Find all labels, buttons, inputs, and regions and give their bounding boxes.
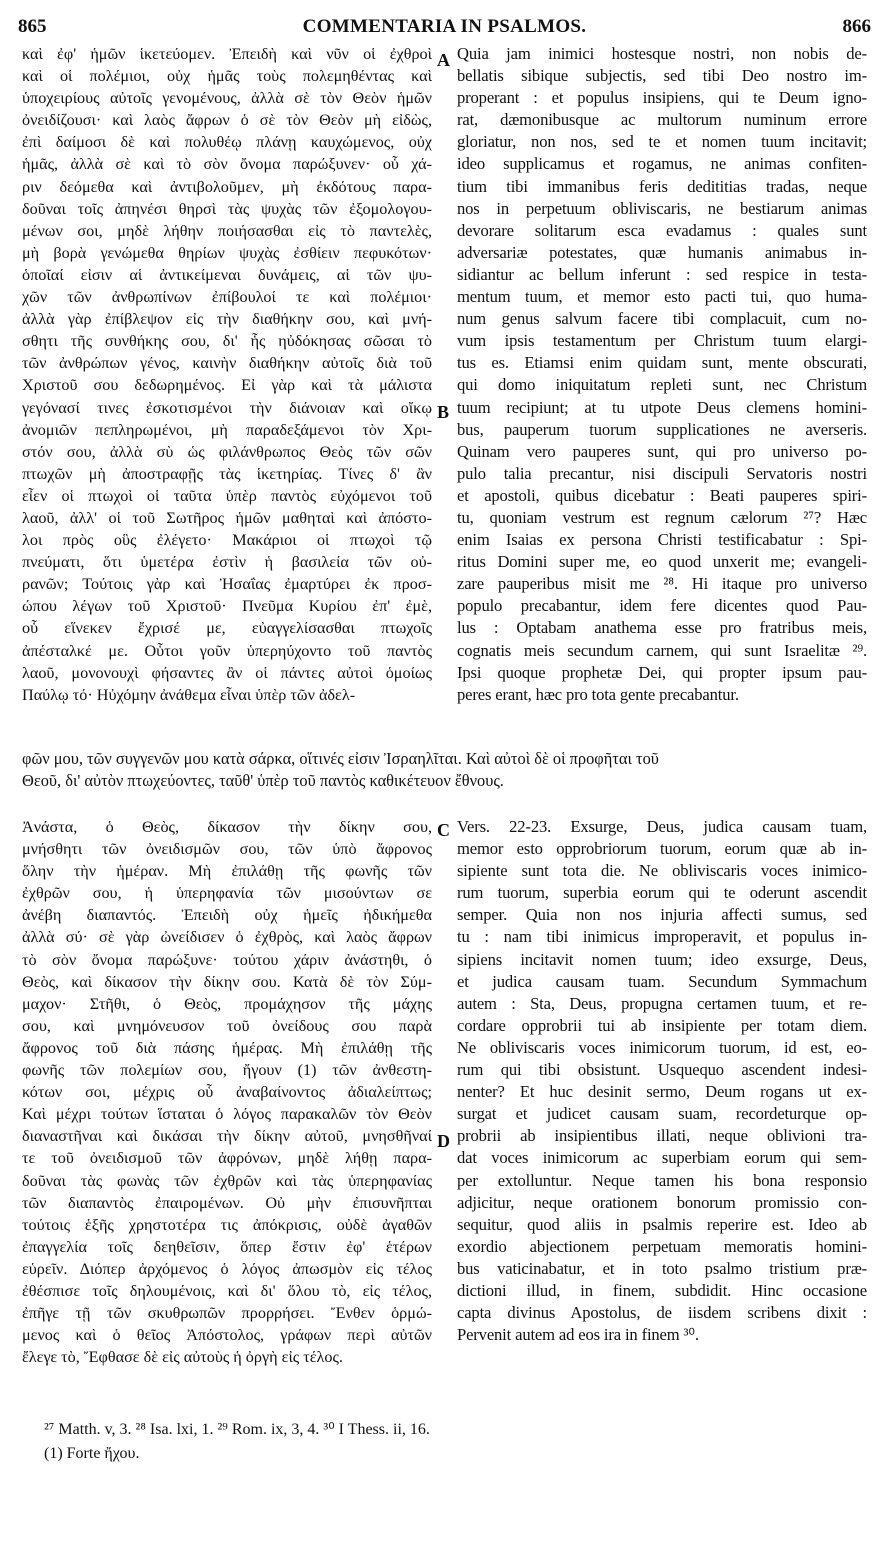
greek-text-line: Ἀνάστα, ὁ Θεὸς, δίκασον τὴν δίκην σου, — [22, 818, 432, 836]
latin-text-line: sequitur, quod aliis in psalmis reperire est. Ideo ab — [457, 1214, 867, 1234]
greek-column-1 — [22, 43, 432, 706]
greek-text-line: διαναστῆναι καὶ δικάσαι τὴν δίκην αὐτοῦ, μνησθῆναί — [22, 1127, 432, 1146]
greek-text-line: τε τοῦ ὀνειδισμοῦ τῶν ἀφρόνων, μηδὲ λήθῃ παρα- — [22, 1149, 432, 1168]
greek-text-line: φῶν μου, τῶν συγγενῶν μου κατὰ σάρκα, οἵτινές εἰσιν Ἰσραηλῖται. Καὶ αὐτοὶ δὲ οἱ προφῆται τοῦ — [22, 749, 659, 768]
greek-text-line: ἔλεγε τὸ, Ἔφθασε δὲ εἰς αὐτοὺς ἡ ὀργὴ εἰς τέλος. — [22, 1348, 343, 1367]
greek-text-line: χῶν τῶν ἀνθρωπίνων ἐπίβουλοί τε καὶ πολέμιοι· — [22, 288, 432, 307]
latin-text-line: sipiens incitavit nomen tuum; ideo exsurge, Deus, — [457, 949, 867, 969]
greek-text-line: ριν δεόμεθα καὶ ἀντιβολοῦμεν, μὴ ἐκδότους παρα- — [22, 177, 432, 196]
greek-text-line: εὑρεῖν. Διόπερ ἀρχόμενος ὁ λόγος ἀπωσμὸν εἰς τέλος — [22, 1259, 432, 1278]
latin-text-line: devorare solitarum esca evadamus : quales sunt — [457, 220, 867, 240]
greek-text-line: σθητι τῆς συνθήκης σου, δι' ἧς ηὐδόκησας σῶσαι τὸ — [22, 332, 432, 351]
greek-text-line: ἡμᾶς, ἀλλὰ σὲ καὶ τὸ σὸν ὄνομα παρώξυνεν· οὗ χά- — [22, 155, 432, 174]
latin-text-line: qui domo iniquitatum repleti sunt, nec Christum — [457, 375, 867, 395]
footnote-line: ²⁷ Matth. v, 3. ²⁸ Isa. lxi, 1. ²⁹ Rom. ix, 3, 4. ³⁰ I Thess. ii, 16. — [44, 1421, 430, 1438]
latin-text-line: tu, quoniam vestrum est regnum cælorum ²⁷? Hæc — [457, 507, 867, 527]
latin-text-line: dictioni illud, in finem, subdidit. Hinc occasione — [457, 1280, 867, 1300]
latin-text-line: ritus Domini super me, eo quod unxerit me; evangeli- — [457, 552, 867, 572]
greek-text-line: οὗ εἵνεκεν ἔχρισέ με, εὐαγγελίσασθαι πτωχοῖς — [22, 619, 432, 638]
greek-text-line: ἄφρονος τοῦ διὰ πάσης ἡμέρας. Μὴ ἐπιλάθῃ τῆς — [22, 1038, 432, 1057]
page-number-left: 865 — [18, 16, 47, 37]
latin-text-line: rum qui tibi obsistunt. Usquequo ascendent indesi- — [457, 1060, 867, 1080]
latin-text-line: Vers. 22-23. Exsurge, Deus, judica causam tuam, — [457, 817, 867, 836]
greek-text-line: λαοῦ, ἀλλ' οἱ τοῦ Σωτῆρος ἡμῶν μαθηταὶ καὶ ἀπόστο- — [22, 508, 432, 527]
latin-text-line: semper. Quia non nos injuria affecti sumus, sed — [457, 905, 867, 925]
latin-column-1 — [457, 43, 867, 706]
latin-text-line: nenter? Et huc desinit sermo, Deum rogans ut ex- — [457, 1082, 867, 1102]
latin-text-line: dat voces inimicorum ac superbiam eorum qui sem- — [457, 1148, 867, 1168]
section-marker-c: C — [437, 820, 450, 840]
latin-text-line: rum tuorum, superbia eorum qui te oderunt ascendit — [457, 883, 867, 903]
greek-text-line: ρανῶν; Τούτοις γὰρ καὶ Ἠσαΐας ἐμαρτύρει ἐκ προσ- — [22, 575, 432, 594]
latin-text-line: tu : nam tibi inimicus improperavit, et populus in- — [457, 927, 867, 947]
footnotes — [44, 1418, 844, 1466]
latin-text-line: adjicitur, neque orationem bonorum promissio con- — [457, 1192, 867, 1212]
greek-text-line: τούτοις ἑξῆς χρηστοτέρα τις ἀπόκρισις, οὐδὲ ἀγαθῶν — [22, 1215, 432, 1234]
running-title: COMMENTARIA IN PSALMOS. — [302, 16, 587, 37]
greek-text-line: πτωχῶν μὴ ἀποστραφῇς τὰς ἱκετηρίας. Τίνες δ' ἂν — [22, 464, 432, 483]
greek-text-line: ἐπῆγε τῇ τῶν σκυθρωπῶν προρρήσει. Ἔνθεν ὁρμώ- — [22, 1304, 432, 1323]
greek-text-line: Θεὸς, καὶ δίκασον τὴν δίκην σου. Κατὰ δὲ τὸν Σύμ- — [22, 972, 432, 991]
greek-text-line: ἀνέβη διαπαντός. Ἐπειδὴ οὐχ ἡμεῖς ἠδικήμεθα — [22, 906, 432, 925]
latin-text-line: populo precabantur, idem fere dicentes quod Pau- — [457, 596, 867, 616]
running-header — [18, 16, 871, 40]
latin-text-line: Quia jam inimici hostesque nostri, non nobis de- — [457, 44, 867, 63]
greek-text-line: καὶ οἱ πολέμιοι, οὐχ ἡμᾶς τοὺς πολεμηθέντας καὶ — [22, 67, 432, 86]
greek-text-line: ἐθέσπισε τοῖς δηλουμένοις, καὶ δι' ὅλου τὸ, εἰς τέλος, — [22, 1281, 432, 1300]
greek-text-line: μενος καὶ ὁ θεῖος Ἀπόστολος, γράφων περὶ αὐτῶν — [22, 1326, 432, 1345]
latin-column-2 — [457, 816, 867, 1346]
greek-text-line: Παύλῳ τό· Ηὐχόμην ἀνάθεμα εἶναι ὑπὲρ τῶν ἀδελ- — [22, 685, 356, 704]
latin-text-line: capta divinus Apostolus, de iisdem scribens dixit : — [457, 1303, 867, 1323]
latin-text-line: memor esto opprobriorum tuorum, eorum quæ ab in- — [457, 839, 867, 859]
greek-text-line: στόν σου, ἀλλὰ σὺ ὡς φιλάνθρωπος Θεὸς τῶν σῶν — [22, 442, 432, 461]
greek-text-line: ἀλλὰ γὰρ ἐπίβλεψον εἰς τὴν διαθήκην σου, καὶ μνή- — [22, 310, 432, 329]
greek-text-line: μνήσθητι τῶν ὀνειδισμῶν σου, τῶν ὑπὸ ἄφρονος — [22, 840, 432, 859]
greek-text-line: ὅλην τὴν ἡμέραν. Μὴ ἐπιλάθῃ τῆς φωνῆς τῶν — [22, 862, 432, 881]
latin-text-line: sidiantur ac bellum inferunt : sed respice in testa- — [457, 264, 867, 284]
greek-text-line: καὶ ἐφ' ἡμῶν ἱκετεύομεν. Ἐπειδὴ καὶ νῦν οἱ ἐχθροὶ — [22, 45, 432, 63]
greek-text-line: μὴ βορὰ γενώμεθα θηρίων ψυχὰς ἐσθίειν πεφυκότων· — [22, 243, 432, 262]
page-number-right: 866 — [842, 16, 871, 37]
latin-text-line: zare pauperibus misit me ²⁸. Hi itaque pro universo — [457, 574, 867, 594]
latin-text-line: enim Isaias ex persona Christi testificabatur : Spi- — [457, 530, 867, 550]
greek-text-line: Θεοῦ, δι' αὐτὸν πτωχεύοντες, ταῦθ' ὑπὲρ τοῦ παντὸς καθικέτευον ἔθνους. — [22, 771, 504, 791]
latin-text-line: per extolluntur. Neque tamen his bona responsio — [457, 1170, 867, 1190]
greek-column-2 — [22, 816, 432, 1368]
section-marker-a: A — [437, 50, 450, 70]
latin-text-line: pulo talia precantur, nisi discipuli Servatoris nostri — [457, 463, 867, 483]
latin-text-line: cordare opprobrii tui ab insipiente per totam diem. — [457, 1015, 867, 1035]
latin-text-line: adversariæ potestates, quæ humanis animabus in- — [457, 242, 867, 262]
greek-text-line: δοῦναι τοῖς ἀπηνέσι θηρσὶ τὰς ψυχὰς τῶν ἐξομολογου- — [22, 199, 432, 218]
greek-text-line: λοι πρὸς οὓς ἐλέγετο· Μακάριοι οἱ πτωχοὶ τῷ — [22, 531, 432, 550]
latin-text-line: mentum tuum, et memor esto pacti tui, quo huma- — [457, 287, 867, 307]
greek-text-line: ἐπὶ δαίμοσι δὲ καὶ πολυθέῳ πλάνῃ καυχώμενος, οὐχ — [22, 133, 432, 152]
greek-text-line: ἐχθρῶν σου, ἡ ὑπερηφανία τῶν μισούντων σε — [22, 884, 432, 903]
greek-text-line: Καὶ μέχρι τούτων ἵσταται ὁ λόγος παρακαλῶν τὸν Θεὸν — [22, 1105, 432, 1124]
latin-text-line: num genus salvum facere tibi complacuit, cum no- — [457, 309, 867, 329]
section-marker-b: B — [437, 402, 450, 422]
latin-text-line: peres erant, hæc pro tota gente precabantur. — [457, 684, 739, 704]
latin-text-line: Ne obliviscaris voces inimicorum tuorum, id est, eo- — [457, 1037, 867, 1057]
greek-text-line: λαοῦ, μονονουχὶ φήσαντες ἂν οἱ πάντες αὐτοὶ ὁμοίως — [22, 663, 432, 682]
latin-text-line: ideo supplicamus et rogamus, ne animas confiten- — [457, 154, 867, 174]
greek-text-line: ὁποῖαί εἰσιν αἱ ἀντικείμεναι δυνάμεις, αἱ τῶν ψυ- — [22, 265, 432, 284]
latin-text-line: lus : Optabam anathema esse pro fratribus meis, — [457, 618, 867, 638]
greek-text-line: ἀλλὰ σύ· σὲ γὰρ ὠνείδισεν ὁ ἐχθρὸς, καὶ λαὸς ἄφρων — [22, 928, 432, 947]
greek-text-line: πνεύματι, ὅτι ὑμετέρα ἐστὶν ἡ βασιλεία τῶν οὐ- — [22, 553, 432, 572]
latin-text-line: bus vaticinabatur, et in toto psalmo tristium præ- — [457, 1258, 867, 1278]
latin-text-line: Ipsi quoque prophetæ Dei, qui propter ipsum pau- — [457, 662, 867, 682]
latin-text-line: properant : et populus insipiens, qui te Deum igno- — [457, 88, 867, 108]
latin-text-line: Pervenit autem ad eos ira in finem ³⁰. — [457, 1325, 699, 1345]
greek-text-line: ἀνομιῶν πεπληρωμένοι, μὴ παραδεξάμενοι τὸν Χρι- — [22, 420, 432, 439]
latin-text-line: et apostoli, quibus dicebatur : Beati pauperes spiri- — [457, 485, 867, 505]
latin-text-line: surgat et judicet causam suam, recordeturque op- — [457, 1104, 867, 1124]
greek-text-line: σου, καὶ μνημόνευσον τοῦ ὀνείδους σου παρὰ — [22, 1016, 432, 1035]
greek-text-line: τὸ σὸν ὄνομα παρώξυνε· τούτου χάριν ἀνάστηθι, ὁ — [22, 950, 432, 969]
latin-text-line: autem : Sta, Deus, propugna certamen tuum, et re- — [457, 993, 867, 1013]
latin-text-line: et judica causam tuam. Secundum Symmachum — [457, 971, 867, 991]
greek-text-line: δοῦναι τὰς φωνὰς τῶν ἐχθρῶν καὶ τὰς ὑπερηφανίας — [22, 1171, 432, 1190]
latin-text-line: exordio abjectionem perpetuam memoratis homini- — [457, 1236, 867, 1256]
greek-continuation — [22, 748, 868, 792]
latin-text-line: sipiente sunt tota die. Ne obliviscaris voces inimico- — [457, 861, 867, 881]
greek-text-line: Χριστοῦ σου δεδωρημένος. Εἰ γὰρ καὶ τὰ μάλιστα — [22, 376, 432, 395]
latin-text-line: cognatis meis secundum carnem, qui sunt Israelitæ ²⁹. — [457, 640, 867, 660]
greek-text-line: ἀπέσταλκέ με. Οὗτοι γοῦν ὑπερηύχοντο τοῦ παντὸς — [22, 641, 432, 660]
latin-text-line: tuum recipiunt; at tu utpote Deus clemens homini- — [457, 397, 867, 417]
greek-text-line: τῶν ἀνθρώπων γένος, καινὴν διαθήκην αὐτοῖς διὰ τοῦ — [22, 354, 432, 373]
greek-text-line: φωνῆς τῶν πολεμίων σου, ἤγουν (1) τῶν ἀνθεστη- — [22, 1061, 432, 1080]
greek-text-line: μαχον· Στῆθι, ὁ Θεὸς, προμάχησον τῆς μάχης — [22, 994, 432, 1013]
latin-text-line: tium tibi immanibus feris dedititias tradas, neque — [457, 176, 867, 196]
greek-text-line: ώπου λέγων τοῦ Χριστοῦ· Πνεῦμα Κυρίου ἐπ' ἐμὲ, — [22, 597, 432, 616]
latin-text-line: probrii ab insipientibus illati, neque oblivioni tra- — [457, 1126, 867, 1146]
latin-text-line: bus, pauperum tuorum supplicationes ne averseris. — [457, 419, 867, 439]
latin-text-line: vum ipsis testamentum per Christum tuum elargi- — [457, 331, 867, 351]
latin-text-line: gloriatur, non nos, sed te et nomen tuum incitavit; — [457, 132, 867, 152]
section-marker-d: D — [437, 1131, 450, 1151]
greek-text-line: γεγόνασί τινες ἐσκοτισμένοι τὴν διάνοιαν καὶ οἴκῳ — [22, 398, 432, 417]
latin-text-line: bellatis sibique subjectis, sed tibi Deo nostro im- — [457, 66, 867, 86]
greek-text-line: τῶν διαπαντὸς ἐπαιρομένων. Οὐ μὴν ἐπισυνῆπται — [22, 1193, 432, 1212]
greek-text-line: μένων σοι, μηδὲ λήθην ποιήσασθαι εἰς τὸ παντελὲς, — [22, 221, 432, 240]
latin-text-line: Quinam vero pauperes sunt, qui pro universo po- — [457, 441, 867, 461]
greek-text-line: κότων σοι, μέχρις οὗ ἀναβαίνοντος ἀδιαλείπτως; — [22, 1083, 432, 1102]
latin-text-line: rat, dæmonibusque ac multorum numinum errore — [457, 110, 867, 130]
latin-text-line: tus es. Etiamsi enim quidam sunt, mente obscurati, — [457, 353, 867, 373]
latin-text-line: nos in perpetuum obliviscaris, ne bestiarum animas — [457, 198, 867, 218]
greek-text-line: ὀνειδίζουσι· καὶ λαὸς ἄφρων ὁ σὲ τὸν Θεὸν μὴ εἰδὼς, — [22, 111, 432, 130]
greek-text-line: εἶεν οἱ πτωχοὶ οἱ ταῦτα ὑπὲρ παντὸς εὐχόμενοι τοῦ — [22, 486, 432, 505]
greek-text-line: ὑποχειρίους αὐτοῖς γενομένους, ἀλλὰ σὲ τὸν Θεὸν ἡμῶν — [22, 89, 432, 108]
greek-text-line: ἐπαγγελία τοῖς δεηθεῖσιν, ὅπερ ἔστιν ἐφ' ἑτέρων — [22, 1237, 432, 1256]
footnote-line: (1) Forte ἤχου. — [44, 1445, 140, 1462]
